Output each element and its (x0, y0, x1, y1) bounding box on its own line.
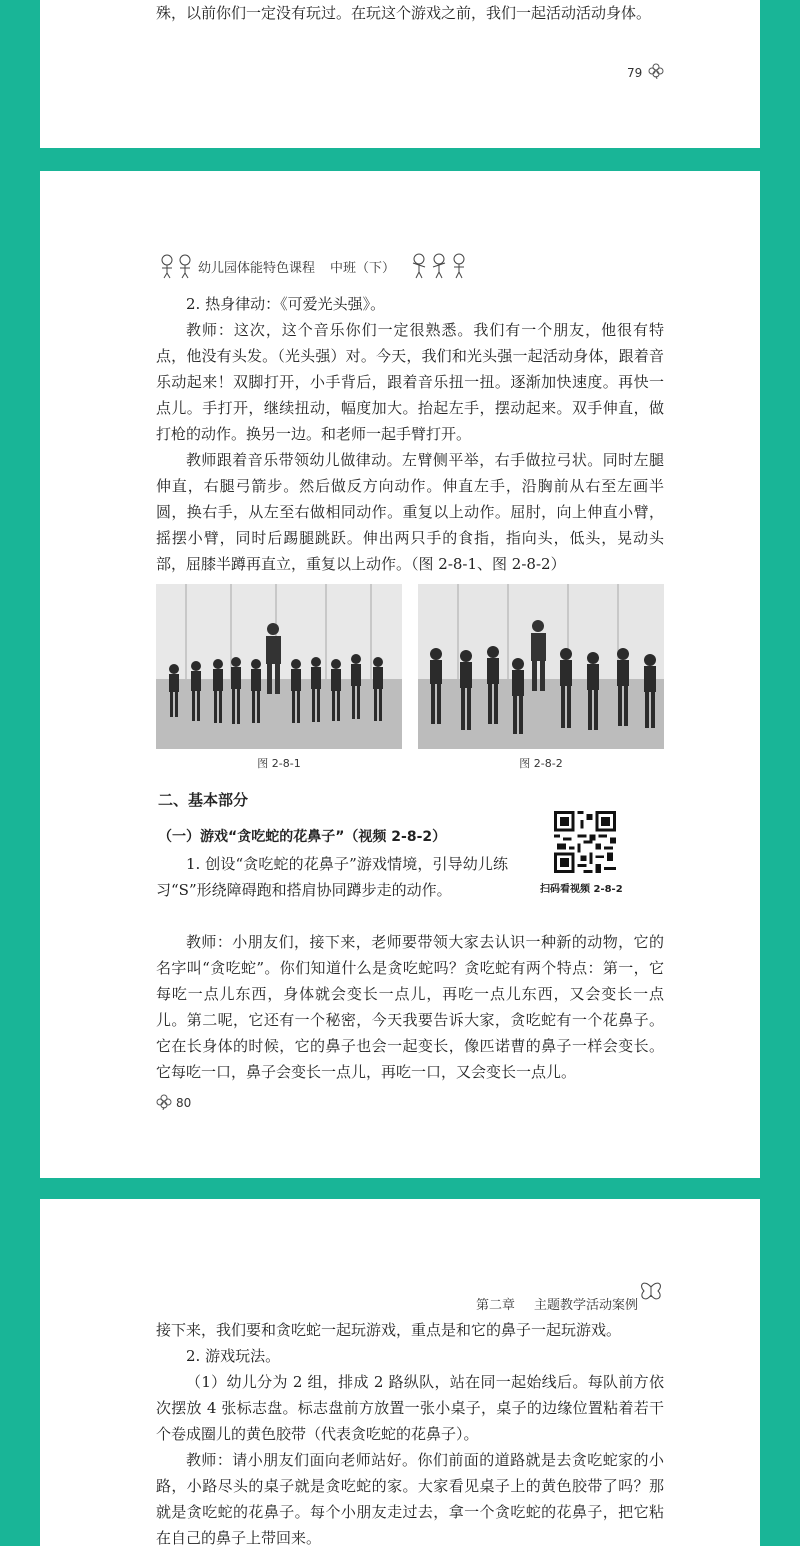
kids-right-icon (410, 251, 468, 279)
paragraph: （1）幼儿分为 2 组，排成 2 路纵队，站在同一起始线后。每队前方依次摆放 4 张标志盘。标志盘前方放置一张小桌子，桌子的边缘位置粘着若干个卷成圈儿的黄色胶带（代表贪吃蛇的花鼻子）。 (156, 1373, 664, 1443)
page-79-text (156, 0, 664, 26)
figure-caption: 图 2-8-1 (257, 757, 301, 770)
qr-caption: 扫码看视频 2-8-2 (540, 884, 623, 895)
figure-photo-1 (156, 584, 402, 749)
paragraph: 殊，以前你们一定没有玩过。在玩这个游戏之前，我们一起活动活动身体。 (156, 4, 652, 22)
teacher-text (156, 929, 664, 1085)
paragraph: 教师跟着音乐带领幼儿做律动。左臂侧平举，右手做拉弓状。同时左腿伸直，右腿弓箭步。然后做反方向动作。伸直左手，沿胸前从右至左画半圆，换右手，从左至右做相同动作。重复以上动作。屈肘，向上伸直小臂，摇摆小臂，同时后踢腿跳跃。伸出两只手的食指，指向头，低头，晃动头部，屈膝半蹲再直立，重复以上动作。（图 2-8-1、图 2-8-2） (156, 451, 664, 573)
section-heading: 二、基本部分 (158, 791, 249, 809)
qr-code-icon[interactable] (554, 811, 616, 873)
figure-photo-2 (418, 584, 664, 749)
subsection-heading: （一）游戏“贪吃蛇的花鼻子”（视频 2-8-2） (158, 829, 447, 845)
paragraph: 2. 游戏玩法。 (186, 1347, 281, 1365)
flower-icon (156, 1094, 172, 1110)
page-81 (40, 1199, 760, 1546)
paragraph: 教师：小朋友们，接下来，老师要带领大家去认识一种新的动物，它的名字叫“贪吃蛇”。你们知道什么是贪吃蛇吗？贪吃蛇有两个特点：第一，它每吃一点儿东西，身体就会变长一点儿，再吃一点儿东西，又会变长一点儿。第二呢，它还有一个秘密，今天我要告诉大家，贪吃蛇有一个花鼻子。它在长身体的时候，它的鼻子也会一起变长，像匹诺曹的鼻子一样会变长。它每吃一口，鼻子会变长一点儿，再吃一口，又会变长一点儿。 (156, 933, 664, 1081)
flower-icon (648, 63, 664, 79)
paragraph: 教师：这次，这个音乐你们一定很熟悉。我们有一个朋友，他很有特点，他没有头发。（光头强）对。今天，我们和光头强一起活动身体，跟着音乐动起来！双脚打开，小手背后，跟着音乐扭一扭。逐渐加快速度。再快一点儿。手打开，继续扭动，幅度加大。抬起左手，摆动起来。双手伸直，做打枪的动作。换另一边。和老师一起手臂打开。 (156, 321, 664, 443)
butterfly-icon (638, 1279, 664, 1305)
page-80 (40, 171, 760, 1178)
warmup-text (156, 291, 664, 577)
running-header-subtitle: 中班（下） (330, 261, 396, 276)
paragraph: 接下来，我们要和贪吃蛇一起玩游戏，重点是和它的鼻子一起玩游戏。 (156, 1321, 622, 1339)
running-header-title: 主题教学活动案例 (534, 1298, 639, 1313)
paragraph: 1. 创设“贪吃蛇的花鼻子”游戏情境，引导幼儿练习“S”形绕障碍跑和搭肩协同蹲步走的动作。 (156, 855, 508, 899)
running-header-chapter: 第二章 (476, 1298, 516, 1313)
page-number: 79 (627, 66, 643, 80)
game-rules-text (156, 1317, 664, 1546)
kids-left-icon (158, 253, 196, 279)
game-intro-text (156, 851, 508, 903)
page-number: 80 (176, 1096, 192, 1110)
figure-caption: 图 2-8-2 (519, 757, 563, 770)
paragraph: 2. 热身律动：《可爱光头强》。 (186, 295, 386, 313)
page-79 (40, 0, 760, 148)
paragraph: 教师：请小朋友们面向老师站好。你们前面的道路就是去贪吃蛇家的小路，小路尽头的桌子就是贪吃蛇的家。大家看见桌子上的黄色胶带了吗？那就是贪吃蛇的花鼻子。每个小朋友走过去，拿一个贪吃蛇的花鼻子，把它粘在自己的鼻子上带回来。 (156, 1451, 664, 1546)
running-header-title: 幼儿园体能特色课程 (198, 261, 316, 276)
